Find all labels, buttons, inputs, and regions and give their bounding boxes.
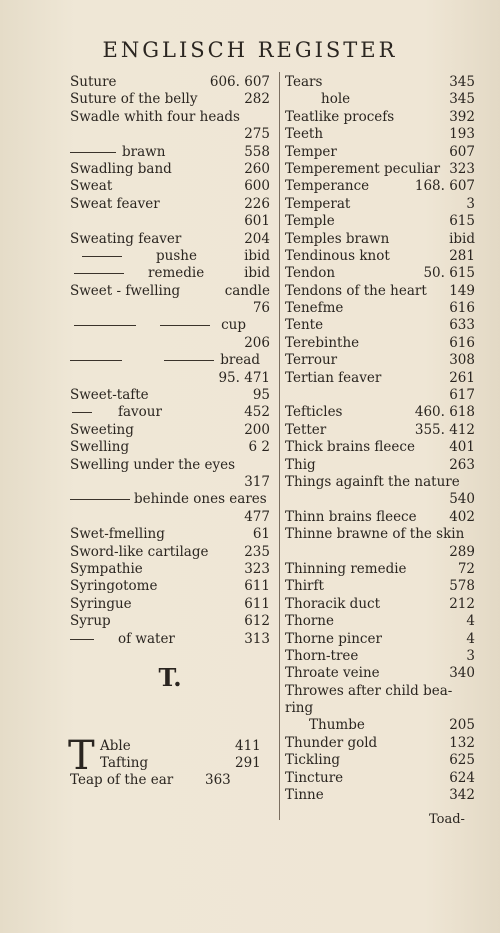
index-entry: behinde ones eares	[70, 491, 270, 508]
right-column	[285, 74, 475, 822]
index-entry: Thunder gold 132	[285, 734, 475, 751]
index-entry: ring	[285, 700, 314, 717]
index-entry: cup	[70, 317, 270, 334]
index-entry: Suture of the belly 282	[70, 91, 270, 108]
index-entry: Tickling 625	[285, 752, 475, 769]
dropcap-block	[68, 732, 270, 790]
index-entry: Tendinous knot 281	[285, 247, 475, 264]
index-entry: Thirft 578	[285, 578, 475, 595]
index-entry: 601	[244, 213, 270, 230]
index-entry: Temperement peculiar 323	[285, 160, 475, 177]
dropcap-letter: T	[68, 732, 95, 779]
index-entry: 206	[244, 334, 270, 351]
index-entry: Thinne brawne of the skin	[285, 526, 465, 543]
index-entry: Teatlike procefs 392	[285, 108, 475, 125]
index-entry: Tincture 624	[285, 769, 475, 786]
index-entry: Thick brains fleece 401	[285, 439, 475, 456]
index-entry: Sweat 600	[70, 178, 270, 195]
index-entry: Syrup 612	[70, 613, 270, 630]
index-entry: Thorne pincer 4	[285, 630, 475, 647]
column-divider	[279, 72, 280, 820]
index-entry: Things againft the nature	[285, 473, 460, 490]
page-header: ENGLISCH REGISTER	[102, 38, 398, 62]
index-entry: pushe ibid	[70, 248, 270, 265]
index-entry: favour 452	[70, 404, 270, 421]
index-entry: Tafting 291	[100, 754, 261, 771]
index-entry: Thumbe 205	[309, 717, 475, 734]
left-column	[70, 74, 270, 790]
index-entry: Sweet-tafte 95	[70, 387, 270, 404]
index-entry: hole 345	[321, 91, 475, 108]
index-entry: Swelling 6 2	[70, 439, 270, 456]
index-entry: Temper 607	[285, 143, 475, 160]
index-entry: bread	[70, 352, 270, 369]
index-entry: Sweeting 200	[70, 421, 270, 438]
index-entry: 76	[252, 300, 270, 317]
index-entry: Tendon 50. 615	[285, 265, 475, 282]
index-entry: Temperance 168. 607	[285, 178, 475, 195]
index-entry: Teeth 193	[285, 126, 475, 143]
index-entry: remedie ibid	[70, 265, 270, 282]
index-entry: Thoracik duct 212	[285, 595, 475, 612]
index-entry: Temperat 3	[285, 195, 475, 212]
index-entry: Throwes after child bea-	[285, 682, 453, 699]
index-entry: 617	[449, 387, 475, 404]
index-entry: 540	[449, 491, 475, 508]
catchword: Toad-	[429, 812, 465, 827]
index-entry: Thorne 4	[285, 613, 475, 630]
index-entry: Temples brawn ibid	[285, 230, 475, 247]
index-entry: Thorn-tree 3	[285, 647, 475, 664]
index-entry: Tears 345	[285, 74, 475, 90]
index-entry: Temple 615	[285, 213, 475, 230]
index-entry: Swadle whith four heads	[70, 108, 240, 125]
index-entry: brawn 558	[70, 144, 270, 161]
section-letter: T.	[158, 662, 182, 692]
index-entry: Thig 263	[285, 456, 475, 473]
index-entry: Sweating feaver 204	[70, 230, 270, 247]
index-entry: Thinn brains fleece 402	[285, 508, 475, 525]
index-entry: Swet-fmelling 61	[70, 526, 270, 543]
index-entry: Syringue 611	[70, 595, 270, 612]
index-entry: Swadling band 260	[70, 160, 270, 177]
index-entry: 477	[244, 508, 270, 525]
index-entry: Tefticles 460. 618	[285, 404, 475, 421]
index-entry: Sweet - fwelling candle	[70, 282, 270, 299]
index-entry: Tetter 355. 412	[285, 421, 475, 438]
index-entry: Sympathie 323	[70, 560, 270, 577]
index-entry: Tenefme 616	[285, 300, 475, 317]
index-entry: Sword-like cartilage 235	[70, 543, 270, 560]
index-entry: of water 313	[70, 631, 270, 648]
index-entry: 275	[244, 126, 270, 143]
index-entry: Terrour 308	[285, 352, 475, 369]
index-entry: 317	[244, 473, 270, 490]
index-entry: Suture 606. 607	[70, 74, 270, 90]
index-entry: 289	[449, 543, 475, 560]
index-entry: Terebinthe 616	[285, 334, 475, 351]
index-entry: Tendons of the heart 149	[285, 282, 475, 299]
index-entry: Swelling under the eyes	[70, 456, 236, 473]
index-entry: Tente 633	[285, 317, 475, 334]
index-entry: Throate veine 340	[285, 665, 475, 682]
index-entry: Sweat feaver 226	[70, 195, 270, 212]
index-entry: Tertian feaver 261	[285, 369, 475, 386]
index-entry: Syringotome 611	[70, 578, 270, 595]
index-entry: Able 411	[100, 737, 261, 754]
index-entry: Teap of the ear 363	[70, 771, 231, 788]
index-entry: Tinne 342	[285, 787, 475, 804]
index-entry: 95. 471	[218, 369, 270, 386]
index-entry: Thinning remedie 72	[285, 560, 475, 577]
